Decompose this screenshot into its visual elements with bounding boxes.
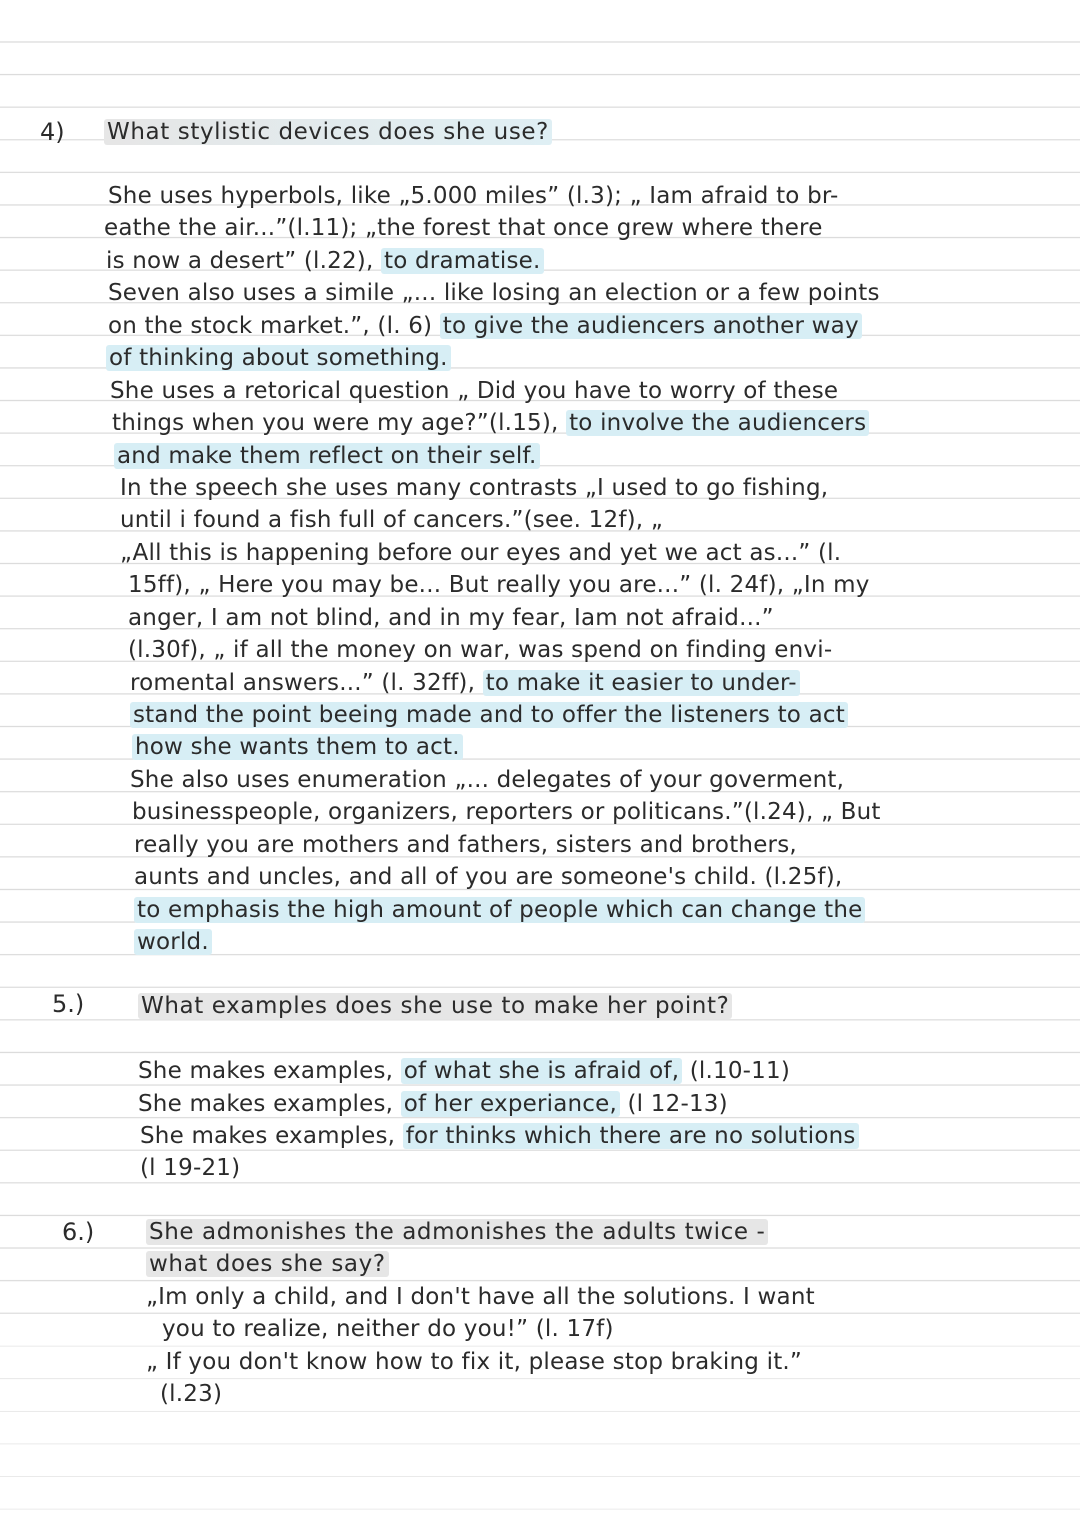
q4-line: world. [134,926,212,959]
q4-line: to emphasis the high amount of people which can change the [134,894,865,927]
q6-number: 6.) [62,1218,95,1246]
q4-line: „All this is happening before our eyes and yet we act as...” (l. [120,540,842,566]
q4-line: stand the point beeing made and to offer the listeners to act [130,699,848,732]
q6-line: „ If you don't know how to fix it, please stop braking it.” [146,1349,803,1375]
q6-question-line: what does she say? [146,1248,389,1281]
q4-line: aunts and uncles, and all of you are someone's child. (l.25f), [134,864,843,890]
q4-line: until i found a fish full of cancers.”(see. 12f), „ [120,507,663,533]
q4-line: (l.30f), „ if all the money on war, was spend on finding envi- [128,637,833,663]
q4-line: and make them reflect on their self. [114,440,540,473]
q4-line: romental answers...” (l. 32ff), to make it easier to under- [130,667,800,700]
q6-question-line: She admonishes the admonishes the adults twice - [146,1216,768,1249]
q5-question: What examples does she use to make her point? [138,990,732,1023]
q5-line: (l 19-21) [140,1155,241,1181]
q6-line: (l.23) [160,1381,223,1407]
q5-number: 5.) [52,990,85,1018]
q4-line: anger, I am not blind, and in my fear, Iam not afraid...” [128,605,774,631]
q6-line: you to realize, neither do you!” (l. 17f) [162,1316,614,1342]
q4-line: of thinking about something. [106,342,451,375]
q4-line: is now a desert” (l.22), to dramatise. [106,245,544,278]
q4-line: 15ff), „ Here you may be... But really you are...” (l. 24f), „In my [128,572,870,598]
q5-line: She makes examples, of her experiance, (l 12-13) [138,1091,728,1117]
q5-line: She makes examples, for thinks which there are no solutions [140,1120,859,1153]
q4-line: She uses a retorical question „ Did you have to worry of these [110,378,839,404]
q4-line: really you are mothers and fathers, sisters and brothers, [134,832,797,858]
q4-line: how she wants them to act. [132,731,463,764]
q4-question: What stylistic devices does she use? [104,116,552,149]
q4-line: things when you were my age?”(l.15), to involve the audiencers [112,407,869,440]
q4-line: on the stock market.”, (l. 6) to give the audiencers another way [108,310,862,343]
q4-number: 4) [40,118,65,146]
q4-line: Seven also uses a simile „... like losing an election or a few points [108,280,880,306]
q4-line: She also uses enumeration „... delegates of your goverment, [130,767,845,793]
q4-line: In the speech she uses many contrasts „I used to go fishing, [120,475,829,501]
q4-line: eathe the air...”(l.11); „the forest that once grew where there [104,215,823,241]
q4-line: She uses hyperbols, like „5.000 miles” (l.3); „ Iam afraid to br- [108,183,839,209]
q5-line: She makes examples, of what she is afraid of, (l.10-11) [138,1058,791,1084]
q6-line: „Im only a child, and I don't have all the solutions. I want [146,1284,815,1310]
q4-line: businesspeople, organizers, reporters or politicans.”(l.24), „ But [132,799,881,825]
